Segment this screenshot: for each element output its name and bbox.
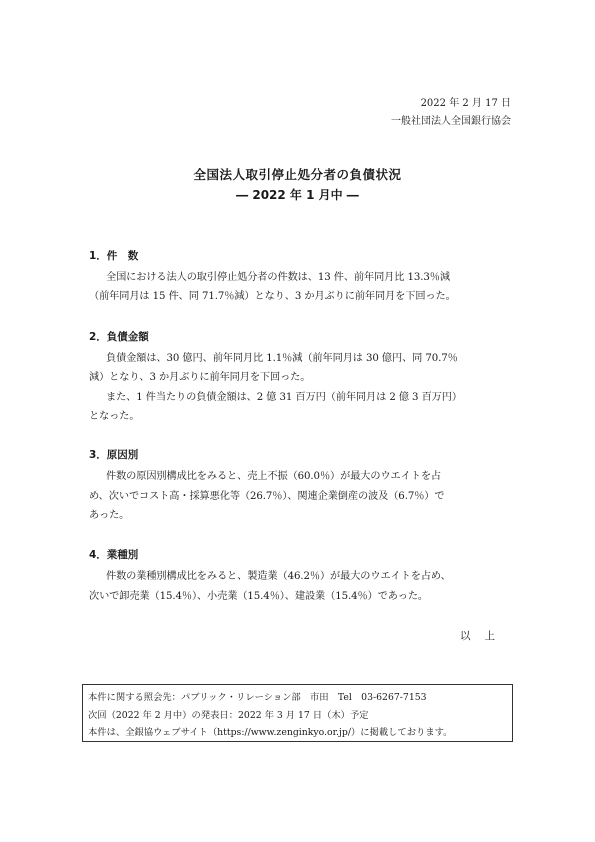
document-subtitle: ― 2022 年 1 月中 ―: [236, 188, 359, 202]
section-text-line: 全国における法人の取引停止処分者の件数は、13 件、前年同月比 13.3％減: [106, 272, 450, 283]
section-text-line: め、次いでコスト高・採算悪化等（26.7％）、関連企業倒産の波及（6.7％）で: [89, 491, 445, 502]
section-text-line: 減）となり、3 か月ぶりに前年同月を下回った。: [89, 372, 311, 383]
issuing-organization: 一般社団法人全国銀行協会: [391, 116, 511, 127]
section-text-line: あった。: [89, 510, 130, 521]
section-text-line: 件数の業種別構成比をみると、製造業（46.2％）が最大のウエイトを占め、: [106, 571, 451, 582]
section-text-line: 負債金額は、30 億円、前年同月比 1.1％減（前年同月は 30 億円、同 70.7％: [106, 353, 458, 364]
section-heading-debt-amount: 2．負債金額: [89, 331, 149, 343]
section-text-line: また、1 件当たりの負債金額は、2 億 31 百万円（前年同月は 2 億 3 百万円）: [106, 392, 462, 403]
contact-line: 本件に関する照会先：パブリック・リレーション部 市田 Tel 03-6267-7153: [88, 692, 427, 703]
section-text-line: 次いで卸売業（15.4％）、小売業（15.4％）、建設業（15.4％）であった。: [89, 591, 428, 602]
section-text-line: となった。: [89, 411, 140, 422]
section-heading-count: 1．件 数: [89, 250, 139, 262]
website-line: 本件は、全銀協ウェブサイト（https://www.zenginkyo.or.jp/）に掲載しております。: [88, 727, 453, 738]
section-heading-by-cause: 3．原因別: [89, 449, 139, 461]
closing-mark: 以上: [460, 630, 509, 642]
document-title: 全国法人取引停止処分者の負債状況: [193, 167, 402, 182]
next-release-line: 次回（2022 年 2 月中）の発表日：2022 年 3 月 17 日（木）予定: [88, 710, 369, 721]
section-text-line: 件数の原因別構成比をみると、売上不振（60.0％）が最大のウエイトを占: [106, 471, 441, 482]
section-heading-by-industry: 4．業種別: [89, 549, 139, 561]
section-text-line: （前年同月は 15 件、同 71.7％減）となり、3 か月ぶりに前年同月を下回った。: [89, 291, 456, 302]
document-date: 2022 年 2 月 17 日: [420, 98, 511, 109]
